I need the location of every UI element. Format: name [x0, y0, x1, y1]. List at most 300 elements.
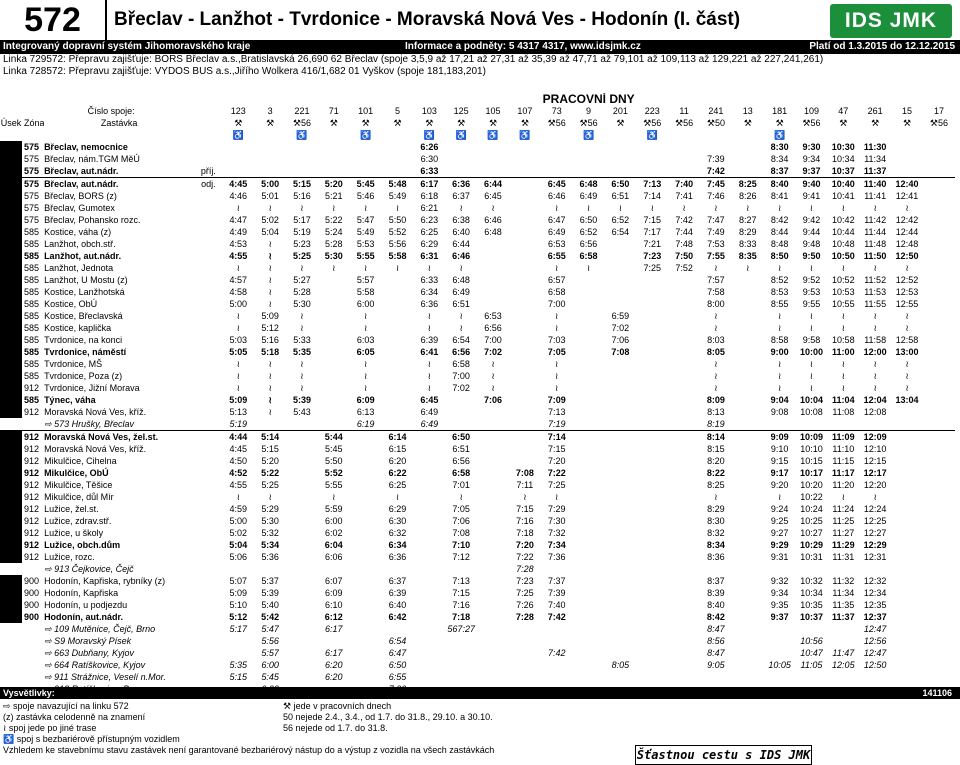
departure-time: 5:55: [325, 480, 343, 490]
stop-name: Břeclav, nám.TGM MěÚ: [44, 154, 140, 164]
departure-time: 6:59: [611, 311, 630, 321]
departure-time: 11:00: [832, 347, 855, 357]
departure-time: 8:19: [707, 419, 725, 429]
departure-time: ≀: [236, 371, 240, 381]
departure-time: [668, 274, 700, 286]
spacer: [0, 93, 222, 105]
departure-time: [732, 491, 764, 503]
departure-time: [604, 539, 636, 551]
departure-time: [923, 286, 955, 298]
trip-days-mark: ⚒: [234, 118, 243, 128]
departure-time: 7:06: [611, 335, 630, 345]
departure-time: 6:20: [325, 672, 343, 682]
departure-time: [350, 141, 382, 153]
section-marker: [0, 178, 22, 191]
departure-time: 5:10: [229, 600, 248, 610]
departure-time: ≀: [268, 275, 272, 285]
departure-time: 12:42: [895, 215, 919, 225]
departure-time: 11:40: [859, 178, 891, 191]
departure-time: 8:33: [739, 239, 757, 249]
stop-name: Mikulčice, Cihelna: [44, 456, 117, 466]
departure-time: [382, 274, 414, 286]
departure-time: [477, 491, 509, 503]
departure-time: 5:16: [293, 191, 311, 201]
departure-time: [827, 418, 859, 431]
departure-time: 7:16: [516, 516, 534, 526]
departure-time: [286, 611, 318, 623]
wheelchair-icon: ♿: [487, 130, 499, 140]
departure-time: 10:52: [832, 275, 855, 285]
departure-time: [636, 515, 668, 527]
departure-time: 10:31: [800, 552, 823, 562]
departure-time: 7:23: [643, 251, 662, 261]
info-bar: [0, 40, 960, 54]
departure-time: [509, 262, 541, 274]
departure-time: [350, 611, 382, 623]
departure-time: 9:52: [802, 275, 821, 285]
departure-time: [573, 310, 605, 322]
departure-time: [923, 153, 955, 165]
departure-time: [477, 286, 509, 298]
departure-time: 12:41: [895, 191, 919, 201]
departure-time: 10:58: [832, 335, 855, 345]
departure-time: [477, 563, 509, 575]
zone: 912: [24, 456, 40, 466]
departure-time: [350, 467, 382, 479]
departure-time: 12:52: [895, 275, 919, 285]
departure-time: [604, 587, 636, 599]
departure-time: [604, 671, 636, 683]
departure-time: [413, 587, 445, 599]
departure-time: [318, 563, 350, 575]
section-marker: [0, 153, 22, 165]
departure-time: [509, 274, 541, 286]
departure-time: [350, 563, 382, 575]
departure-time: 7:14: [643, 191, 662, 201]
departure-time: 6:51: [452, 299, 470, 309]
departure-time: [732, 418, 764, 431]
departure-time: [477, 599, 509, 611]
table-row: [0, 226, 955, 238]
departure-time: [636, 647, 668, 659]
departure-time: 7:08: [515, 468, 534, 478]
stop-name: ⇨ 911 Strážnice, Veselí n.Mor.: [44, 672, 166, 682]
departure-time: [668, 467, 700, 479]
departure-time: [477, 250, 509, 262]
stop-name: ⇨ 913 Čejkovice, Čejč: [44, 564, 134, 574]
departure-time: [413, 443, 445, 455]
departure-time: [445, 418, 477, 431]
departure-time: [636, 479, 668, 491]
departure-time: [923, 141, 955, 153]
departure-time: 7:02: [484, 347, 503, 357]
departure-time: 8:30: [770, 142, 789, 152]
departure-time: 5:01: [261, 191, 279, 201]
departure-time: 7:49: [707, 227, 725, 237]
trip-days-mark: ⚒: [457, 118, 466, 128]
departure-time: 8:25: [707, 480, 725, 490]
section-marker: [0, 647, 22, 659]
departure-time: ≀: [300, 203, 304, 213]
departure-time: 7:02: [452, 383, 470, 393]
departure-time: 5:36: [261, 552, 279, 562]
departure-time: 5:37: [261, 576, 279, 586]
table-row: [0, 479, 955, 491]
departure-time: 6:37: [388, 576, 407, 586]
departure-time: 5:48: [382, 178, 414, 191]
departure-time: [668, 551, 700, 563]
departure-time: 5:49: [388, 191, 407, 201]
departure-time: 5:18: [261, 347, 280, 357]
departure-time: [604, 274, 636, 286]
departure-time: 7:55: [706, 251, 725, 261]
departure-time: [509, 141, 541, 153]
stop-name: Lanžhot, aut.nádr.: [44, 251, 122, 261]
zone: 575: [24, 215, 40, 225]
departure-time: [541, 671, 573, 683]
departure-time: [732, 515, 764, 527]
table-row: [0, 647, 955, 659]
departure-time: [732, 551, 764, 563]
stop-name: Tvrdonice, náměstí: [44, 347, 127, 357]
departure-time: 7:00: [484, 335, 502, 345]
stop-name: Moravská Nová Ves, žel.st.: [44, 431, 194, 444]
zone: 912: [24, 516, 40, 526]
legend-code: 141106: [922, 688, 952, 698]
departure-time: 10:32: [800, 576, 823, 586]
departure-time: 7:00: [547, 299, 566, 309]
departure-time: ≀: [300, 371, 304, 381]
departure-time: [636, 322, 668, 334]
departure-time: 6:54: [611, 227, 630, 237]
departure-time: 11:34: [864, 154, 887, 164]
zone: [22, 563, 44, 575]
departure-time: 8:03: [707, 335, 725, 345]
departure-time: [286, 491, 318, 503]
departure-time: [509, 202, 541, 214]
stop-name: Lanžhot, Jednota: [44, 263, 114, 273]
departure-time: [477, 551, 509, 563]
departure-time: [923, 334, 955, 346]
departure-time: [509, 635, 541, 647]
departure-time: [732, 527, 764, 539]
table-row: [0, 563, 955, 575]
departure-time: 5:24: [325, 227, 343, 237]
trip-number: 47: [838, 106, 849, 116]
departure-time: [923, 467, 955, 479]
departure-time: 7:52: [675, 263, 693, 273]
departure-time: [732, 298, 764, 310]
departure-time: [891, 647, 923, 659]
section-marker: [0, 503, 22, 515]
trip-days-mark: ⚒56: [929, 118, 948, 128]
departure-time: 7:16: [452, 600, 470, 610]
departure-time: [509, 431, 541, 444]
arr-dep: [194, 346, 222, 358]
departure-time: 4:50: [229, 456, 248, 466]
departure-time: ≀: [714, 383, 718, 393]
departure-time: [573, 623, 605, 635]
section-marker: [0, 455, 22, 467]
departure-time: 10:05: [768, 660, 791, 670]
departure-time: [923, 527, 955, 539]
departure-time: [923, 406, 955, 418]
departure-time: 4:49: [229, 227, 248, 237]
departure-time: [509, 671, 541, 683]
trip-days-mark: ⚒: [329, 118, 338, 128]
departure-time: 11:30: [863, 142, 887, 152]
departure-time: 9:15: [770, 456, 789, 466]
departure-time: [318, 310, 350, 322]
stop-name: Břeclav, Pohansko rozc.: [44, 215, 141, 225]
stop-name: ⇨ 663 Dubňany, Kyjov: [44, 648, 134, 658]
trip-number: 9: [586, 106, 592, 116]
wheelchair-icon: [318, 129, 350, 141]
departure-time: 5:23: [293, 239, 311, 249]
departure-time: [700, 141, 732, 153]
departure-time: 5:33: [293, 335, 311, 345]
departure-time: 11:24: [832, 504, 855, 514]
departure-time: 7:42: [547, 648, 566, 658]
departure-time: [604, 515, 636, 527]
departure-time: [923, 503, 955, 515]
departure-time: [923, 310, 955, 322]
departure-time: 6:33: [420, 275, 439, 285]
section-marker: [0, 527, 22, 539]
departure-time: 8:29: [739, 227, 757, 237]
departure-time: [732, 467, 764, 479]
departure-time: 12:48: [895, 239, 919, 249]
departure-time: 12:53: [895, 287, 919, 297]
departure-time: [732, 623, 764, 635]
departure-time: [636, 334, 668, 346]
departure-time: [413, 635, 445, 647]
departure-time: [573, 527, 605, 539]
departure-time: [318, 418, 350, 431]
departure-time: 11:09: [827, 431, 859, 444]
trip-days-mark: ⚒56: [547, 118, 566, 128]
departure-time: ≀: [555, 203, 559, 213]
departure-time: 12:35: [863, 600, 887, 610]
departure-time: [636, 527, 668, 539]
departure-time: 6:58: [579, 251, 598, 261]
trip-days-mark: ⚒: [425, 118, 434, 128]
departure-time: 6:07: [325, 576, 343, 586]
arr-dep: [194, 153, 222, 165]
departure-time: [509, 226, 541, 238]
departure-time: [604, 165, 636, 178]
departure-time: 6:10: [325, 600, 343, 610]
departure-time: 9:29: [770, 540, 789, 550]
departure-time: [891, 611, 923, 623]
departure-time: ≀: [555, 311, 559, 321]
wheelchair-icon: ♿: [519, 130, 531, 140]
zone: 912: [24, 492, 40, 502]
departure-time: [923, 623, 955, 635]
arr-dep: [194, 671, 222, 683]
departure-time: 6:06: [325, 552, 343, 562]
arr-dep: [194, 226, 222, 238]
stop-name: Břeclav, nemocnice: [44, 142, 128, 152]
stop-name: Tvrdonice, na konci: [44, 335, 123, 345]
departure-time: [636, 406, 668, 418]
departure-time: 6:46: [547, 191, 566, 201]
spacer: [194, 117, 222, 129]
table-row: [0, 165, 955, 178]
departure-time: [604, 575, 636, 587]
departure-time: [222, 647, 254, 659]
departure-time: ≀: [777, 311, 782, 321]
departure-time: 5:16: [261, 335, 279, 345]
departure-time: [382, 358, 414, 370]
departure-time: [286, 418, 318, 431]
departure-time: [382, 298, 414, 310]
trip-days-mark: ⚒56: [675, 118, 694, 128]
departure-time: [286, 563, 318, 575]
section-marker: [0, 611, 22, 623]
section-marker: [0, 286, 22, 298]
departure-time: 7:02: [611, 323, 630, 333]
trip-number: 125: [453, 106, 469, 116]
departure-time: [891, 165, 923, 178]
departure-time: [477, 153, 509, 165]
departure-time: 12:04: [863, 395, 887, 405]
zone: 585: [24, 227, 40, 237]
departure-time: 7:18: [516, 528, 534, 538]
departure-time: ≀: [363, 359, 368, 369]
zone: 585: [24, 299, 40, 309]
departure-time: 12:17: [863, 468, 887, 478]
departure-time: 7:25: [547, 480, 566, 490]
arr-dep: [194, 250, 222, 262]
departure-time: 6:30: [420, 154, 439, 164]
stop-name: Tvrdonice, MŠ: [44, 359, 103, 369]
departure-time: [254, 165, 286, 178]
departure-time: [604, 563, 636, 575]
departure-time: ≀: [427, 311, 432, 321]
departure-time: [573, 165, 605, 178]
departure-time: 6:54: [452, 335, 470, 345]
wheelchair-icon: [923, 129, 955, 141]
departure-time: 11:37: [832, 612, 855, 622]
zone: 575: [24, 203, 40, 213]
trip-number: 101: [358, 106, 374, 116]
departure-time: ≀: [841, 263, 845, 273]
departure-time: [668, 298, 700, 310]
departure-time: ≀: [427, 263, 432, 273]
departure-time: [636, 382, 668, 394]
departure-time: [573, 599, 605, 611]
departure-time: 6:02: [325, 528, 343, 538]
departure-time: [509, 178, 541, 191]
departure-time: 10:53: [832, 287, 855, 297]
departure-time: 8:42: [706, 612, 725, 622]
departure-time: 5:56: [388, 239, 407, 249]
departure-time: [573, 394, 605, 406]
departure-time: [636, 443, 668, 455]
departure-time: [477, 623, 509, 635]
departure-time: [318, 370, 350, 382]
departure-time: 9:55: [802, 299, 821, 309]
departure-time: 12:47: [863, 624, 887, 634]
departure-time: [477, 238, 509, 250]
departure-time: 6:47: [547, 215, 566, 225]
departure-time: 5:07: [229, 576, 248, 586]
departure-time: [509, 406, 541, 418]
departure-time: [318, 346, 350, 358]
departure-time: [573, 671, 605, 683]
departure-time: ≀: [363, 371, 368, 381]
departure-time: [350, 491, 382, 503]
departure-time: 12:56: [863, 636, 887, 646]
section-marker: [0, 431, 22, 444]
departure-time: [668, 443, 700, 455]
departure-time: [636, 587, 668, 599]
departure-time: 7:00: [452, 371, 470, 381]
departure-time: 6:56: [452, 347, 471, 357]
departure-time: 9:42: [802, 215, 821, 225]
departure-time: [445, 563, 477, 575]
departure-time: 9:31: [770, 552, 789, 562]
departure-time: [636, 575, 668, 587]
departure-time: [636, 539, 668, 551]
section-marker: [0, 382, 22, 394]
departure-time: [636, 671, 668, 683]
table-row: [0, 635, 955, 647]
departure-time: ≀: [841, 323, 845, 333]
departure-time: 8:14: [700, 431, 732, 444]
departure-time: [382, 286, 414, 298]
departure-time: 5:09: [229, 588, 248, 598]
section-marker: [0, 358, 22, 370]
departure-time: [636, 394, 668, 406]
departure-time: ≀: [809, 371, 814, 381]
departure-time: 12:37: [863, 612, 887, 622]
header: [0, 0, 960, 40]
departure-time: [764, 671, 796, 683]
departure-time: [445, 671, 477, 683]
departure-time: 5:32: [261, 528, 279, 538]
departure-time: 12:27: [863, 528, 887, 538]
departure-time: ≀: [268, 263, 272, 273]
departure-time: [764, 563, 796, 575]
zone: 912: [24, 552, 40, 562]
trip-days-mark: ⚒56: [643, 118, 662, 128]
departure-time: 6:25: [420, 227, 439, 237]
zone: 575: [24, 191, 40, 201]
departure-time: 5:46: [356, 191, 375, 201]
departure-time: 8:22: [706, 468, 725, 478]
departure-time: 5:00: [229, 299, 248, 309]
trip-days-mark: ⚒: [616, 118, 625, 128]
section-marker: [0, 539, 22, 551]
departure-time: 7:19: [547, 419, 566, 429]
departure-time: ≀: [905, 371, 909, 381]
zone: 912: [24, 407, 40, 417]
departure-time: [732, 431, 764, 444]
departure-time: 6:57: [547, 275, 566, 285]
departure-time: 7:15: [452, 588, 470, 598]
departure-time: [573, 467, 605, 479]
departure-time: 6:18: [420, 191, 439, 201]
departure-time: [541, 635, 573, 647]
departure-time: 11:55: [864, 299, 887, 309]
departure-time: [923, 178, 955, 191]
departure-time: [445, 165, 477, 178]
arr-dep: [194, 418, 222, 431]
departure-time: [636, 455, 668, 467]
section-marker: [0, 214, 22, 226]
